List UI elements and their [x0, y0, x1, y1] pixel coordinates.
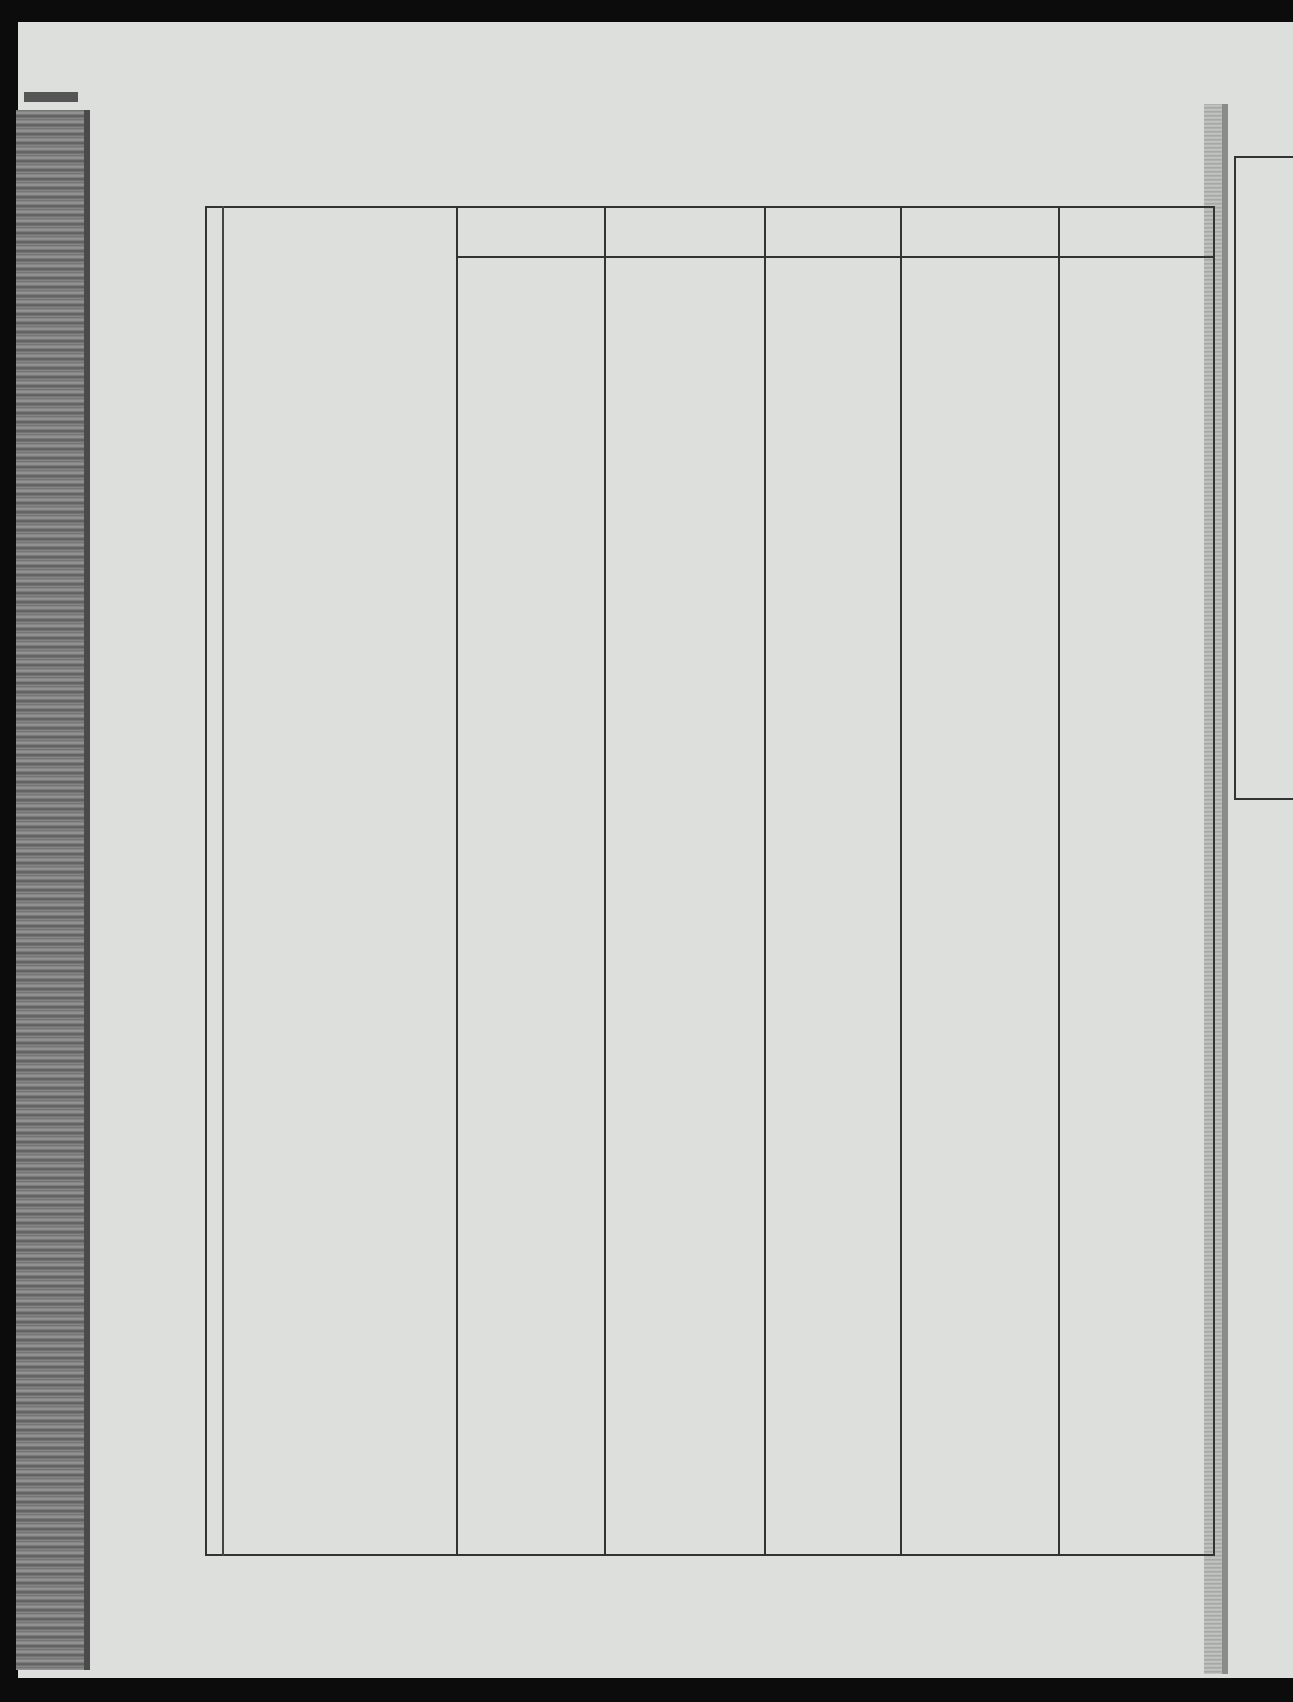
page-edge-shadow: [16, 110, 84, 1670]
column-divider: [604, 206, 606, 1556]
export-table: [205, 206, 1215, 1556]
column-divider: [764, 206, 766, 1556]
table-inner-border: [222, 206, 224, 1556]
column-divider: [456, 206, 458, 1556]
page-edge-line: [84, 110, 90, 1670]
header-rule: [458, 256, 1214, 258]
column-divider: [900, 206, 902, 1556]
column-divider: [1058, 206, 1060, 1556]
binding-edge: [1222, 104, 1228, 1674]
scan-mark: [24, 92, 78, 102]
adjacent-page-fragment: [1234, 156, 1293, 800]
